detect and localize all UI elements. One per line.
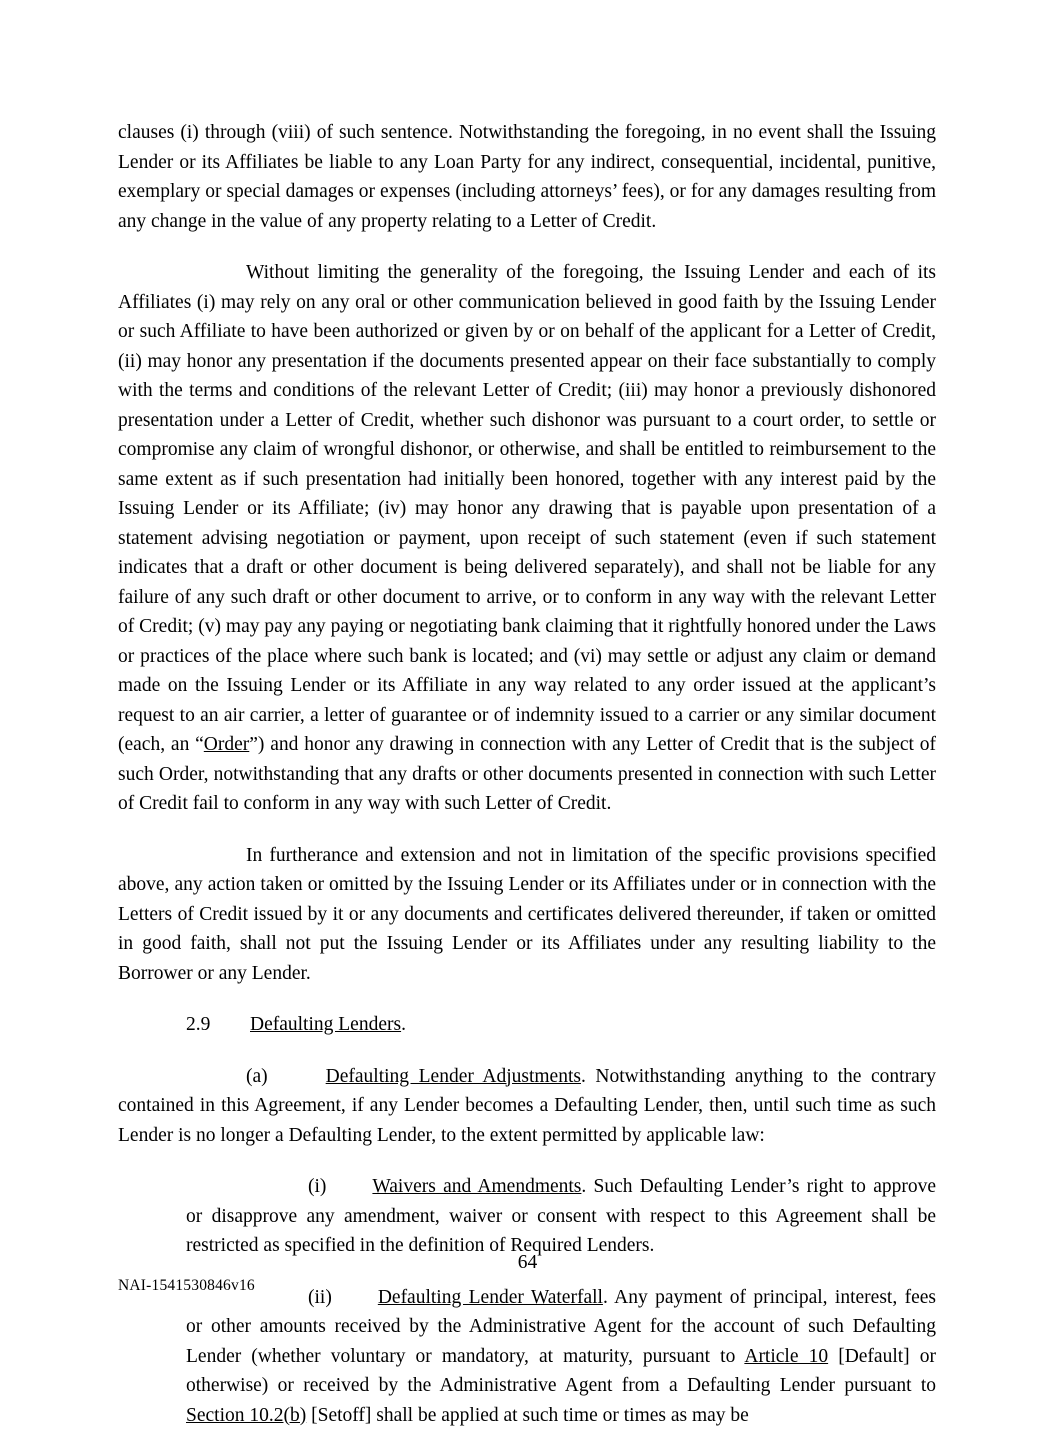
subsection-a-heading: Defaulting Lender Adjustments xyxy=(325,1065,581,1087)
clause-ii-defaulting-lender-waterfall xyxy=(118,1283,936,1431)
clause-ii-text-part-3: [Setoff] shall be applied at such time or times as may be xyxy=(306,1404,749,1426)
clause-i-label: (i) xyxy=(308,1176,327,1197)
cross-reference-section-10-2-b: Section 10.2(b) xyxy=(186,1404,307,1426)
section-number: 2.9 xyxy=(186,1014,211,1035)
clause-ii-label: (ii) xyxy=(308,1286,332,1308)
clause-ii-text-part-1: . Any payment of principal, interest, fees or other amounts received by the Administrative Agent for the account of such Defaulting Lender (whether voluntary or mandatory, at maturity, pursuant to xyxy=(186,1286,936,1367)
clause-ii-text-part-2: [Default] or otherwise) or received by the Administrative Agent from a Defaulting Lender pursuant to xyxy=(186,1345,937,1396)
paragraph-issuing-lender-reliance xyxy=(118,258,936,819)
subsection-a-defaulting-lender-adjustments xyxy=(118,1062,936,1151)
paragraph-good-faith-actions: In furtherance and extension and not in limitation of the specific provisions specified above, any action taken or omitted by the Issuing Lender or its Affiliates under or in connection with the Letters of Credit issued by it or any documents and certificates delivered thereunder, if taken or omitted in good faith, shall not put the Issuing Lender or its Affiliates under any resulting liability to the Borrower or any Lender. xyxy=(118,844,936,984)
clause-ii-heading: Defaulting Lender Waterfall xyxy=(377,1286,603,1308)
section-title-suffix: . xyxy=(401,1014,406,1035)
subsection-a-label: (a) xyxy=(246,1065,268,1087)
paragraph-text-part-2: ”) and honor any drawing in connection with any Letter of Credit that is the subject of such Order, notwithstanding that any drafts or other documents presented in connection with such Letter of Credit fail to conform in any way with such Letter of Credit. xyxy=(118,734,936,814)
section-heading-defaulting-lenders xyxy=(118,1010,936,1040)
clause-i-text: . Such Defaulting Lender’s right to approve or disapprove any amendment, waiver or consent with respect to this Agreement shall be restricted as specified in the definition of Required Lenders. xyxy=(186,1176,936,1256)
paragraph-text-part-1: Without limiting the generality of the foregoing, the Issuing Lender and each of its Affiliates (i) may rely on any oral or other communication believed in good faith by the Issuing Lender or such Affiliate to have been authorized or given by or on behalf of the applicant for a Letter of Credit, (ii) may honor any presentation if the documents presented appear on their face substantially to comply with the terms and conditions of the relevant Letter of Credit; (iii) may honor a previously dishonored presentation under a Letter of Credit, whether such dishonor was pursuant to a court order, to settle or compromise any claim of wrongful dishonor, or otherwise, and shall be entitled to reimbursement to the same extent as if such presentation had initially been honored, together with any interest paid by the Issuing Lender or its Affiliate; (iv) may honor any drawing that is payable upon presentation of a statement advising negotiation or payment, upon receipt of such statement (even if such statement indicates that a draft or other document is being delivered separately), and shall not be liable for any failure of any such draft or other document to arrive, or to conform in any way with the relevant Letter of Credit; (v) may pay any paying or negotiating bank claiming that it rightfully honored under the Laws or practices of the place where such bank is located; and (vi) may settle or adjust any claim or demand made on the Issuing Lender or its Affiliate in any way related to any order issued at the applicant’s request to an air carrier, a letter of guarantee or of indemnity issued to a carrier or any similar document (each, an “ xyxy=(118,262,936,755)
page-number: 64 xyxy=(517,1252,538,1273)
clause-i-heading: Waivers and Amendments xyxy=(372,1176,582,1197)
subsection-a-text: . Notwithstanding anything to the contrary contained in this Agreement, if any Lender becomes a Defaulting Lender, then, until such time as such Lender is no longer a Defaulting Lender, to the extent permitted by applicable law: xyxy=(118,1065,936,1146)
footer-document-id: NAI-1541530846v16 xyxy=(118,1277,255,1294)
clause-i-waivers-and-amendments xyxy=(118,1172,936,1261)
section-title: Defaulting Lenders xyxy=(250,1014,402,1035)
paragraph-liability-limitation: clauses (i) through (viii) of such sentence. Notwithstanding the foregoing, in no event shall the Issuing Lender or its Affiliates be liable to any Loan Party for any indirect, consequential, incidental, punitive, exemplary or special damages or expenses (including attorneys’ fees), or for any damages resulting from any change in the value of any property relating to a Letter of Credit. xyxy=(118,122,936,232)
cross-reference-article-10: Article 10 xyxy=(744,1345,829,1367)
defined-term-order: Order xyxy=(203,734,250,755)
